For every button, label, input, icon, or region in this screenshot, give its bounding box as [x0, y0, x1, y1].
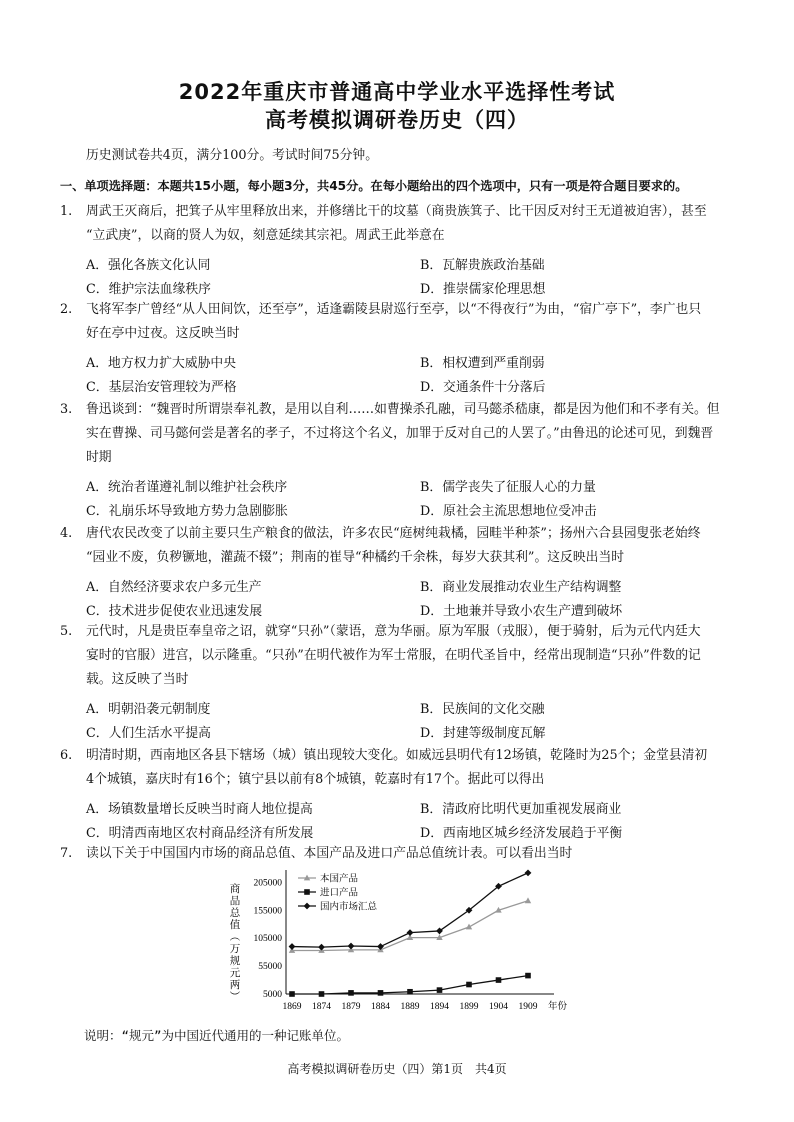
question-number: 4. [60, 526, 73, 541]
option-a: A．明朝沿袭元朝制度 [86, 702, 211, 717]
option-c: C．人们生活水平提高 [86, 726, 211, 741]
section-heading: 一、单项选择题：本题共15小题，每小题3分，共45分。在每小题给出的四个选项中，只有一项是符合题目要求的。 [60, 179, 688, 193]
x-tick-label: 1909 [518, 1002, 538, 1012]
x-tick-label: 1869 [282, 1002, 302, 1012]
data-point [348, 943, 355, 950]
exam-title: 2022年重庆市普通高中学业水平选择性考试 [178, 80, 616, 104]
option-c: C．维护宗法血缘秩序 [86, 282, 211, 297]
y-axis-label-char: ） [228, 990, 240, 1002]
market-value-line-chart [222, 866, 582, 1022]
option-b: B．清政府比明代更加重视发展商业 [420, 802, 622, 817]
question-text-line: 读以下关于中国国内市场的商品总值、本国产品及进口产品总值统计表。可以看出当时 [86, 846, 573, 861]
question-number: 5. [60, 624, 73, 639]
option-a: A．强化各族文化认同 [86, 258, 211, 273]
option-c: C．技术进步促使农业迅速发展 [86, 604, 263, 619]
question-text-line: 4个城镇，嘉庆时有16个；镇宁县以前有8个城镇，乾嘉时有17个。据此可以得出 [86, 772, 545, 787]
legend-label: 国内市场汇总 [320, 901, 378, 913]
data-point [525, 897, 531, 903]
x-tick-label: 1894 [430, 1002, 449, 1012]
question-text-line: 飞将军李广曾经“从人田间饮，还至亭”，适逢霸陵县尉巡行至亭，以“不得夜行”为由，“宿广亭下”，李广也只 [86, 302, 702, 317]
y-axis-label-char: 元 [229, 967, 241, 979]
y-axis-label-char: （ [228, 930, 240, 942]
y-axis-label-char: 两 [229, 979, 241, 991]
legend-label: 本国产品 [320, 873, 359, 885]
x-axis-label: 年份 [548, 1001, 568, 1012]
question-number: 3. [60, 402, 73, 417]
option-d: D．交通条件十分落后 [420, 380, 546, 395]
question-text-line: 宴时的官服）进宫，以示隆重。“只孙”在明代被作为军士常服，在明代圣旨中，经常出现制造“只孙”件数的记 [86, 648, 701, 663]
y-tick-label: 5000 [263, 990, 282, 1000]
data-point [437, 987, 443, 993]
question-text-line: 周武王灭商后，把箕子从牢里释放出来，并修缮比干的坟墓（商贵族箕子、比干因反对纣王无道被迫害），甚至 [86, 204, 707, 219]
data-point [466, 924, 472, 930]
option-c: C．明清西南地区农村商品经济有所发展 [86, 826, 314, 841]
x-tick-label: 1904 [489, 1002, 508, 1012]
data-point [496, 977, 502, 983]
y-tick-label: 205000 [253, 878, 282, 889]
question-text-line: 时期 [86, 450, 112, 465]
legend-marker [304, 903, 311, 910]
x-tick-label: 1879 [341, 1002, 361, 1012]
question-text-line: 实在曹操、司马懿何尝是著名的孝子，不过将这个名义，加罪于反对自己的人罢了。”由鲁迅的论述可见，到魏晋 [86, 426, 714, 441]
data-point [525, 869, 532, 876]
option-a: A．统治者谨遵礼制以维护社会秩序 [86, 480, 288, 495]
data-point [289, 991, 295, 997]
question-text-line: 载。这反映了当时 [86, 672, 189, 687]
option-b: B．民族间的文化交融 [420, 702, 545, 717]
question-number: 7. [60, 846, 73, 861]
data-point [289, 943, 296, 950]
option-b: B．瓦解贵族政治基础 [420, 258, 545, 273]
y-axis-label-char: 商 [229, 883, 241, 895]
y-axis-label-char: 总 [229, 907, 241, 919]
option-d: D．封建等级制度瓦解 [420, 726, 546, 741]
option-b: B．商业发展推动农业生产结构调整 [420, 580, 622, 595]
question-text-line: “园业不废，负秽镢地，灌蔬不辍”；荆南的崔导“种橘约千余株，每岁大获其利”。这反映出当时 [86, 550, 625, 565]
question-number: 1. [60, 204, 73, 219]
page-footer: 高考模拟调研卷历史（四）第1页 共4页 [287, 1062, 507, 1076]
question-text-line: 明清时期，西南地区各县下辖场（城）镇出现较大变化。如威远县明代有12场镇，乾隆时为25个；金堂县清初 [86, 748, 708, 763]
y-tick-label: 155000 [253, 906, 282, 917]
question-text-line: 元代时，凡是贵臣奉皇帝之诏，就穿“只孙”（蒙语，意为华丽。原为军服（戎服），便于骑射，后为元代内廷大 [86, 624, 701, 639]
option-b: B．儒学丧失了征服人心的力量 [420, 480, 596, 495]
data-point [407, 989, 413, 995]
data-point [348, 990, 354, 996]
x-tick-label: 1884 [371, 1002, 390, 1012]
data-point [378, 990, 384, 996]
data-point [407, 929, 414, 936]
y-axis-label-char: 万 [229, 943, 241, 955]
option-a: A．自然经济要求农户多元生产 [86, 580, 262, 595]
data-point [318, 944, 325, 951]
y-axis-label-char: 值 [229, 919, 241, 931]
question-number: 2. [60, 302, 73, 317]
option-a: A．场镇数量增长反映当时商人地位提高 [86, 802, 313, 817]
question-text-line: 好在亭中过夜。这反映当时 [86, 326, 240, 341]
exam-subtitle: 高考模拟调研卷历史（四） [265, 108, 529, 132]
option-d: D．土地兼并导致小农生产遭到破坏 [420, 604, 623, 619]
y-axis-label-char: 品 [229, 895, 241, 907]
x-tick-label: 1889 [400, 1002, 420, 1012]
option-c: C．基层治安管理较为严格 [86, 380, 237, 395]
option-c: C．礼崩乐坏导致地方势力急剧膨胀 [86, 504, 288, 519]
data-point [525, 973, 531, 979]
legend-label: 进口产品 [320, 887, 359, 899]
chart-note: 说明：“规元”为中国近代通用的一种记账单位。 [84, 1028, 350, 1043]
option-d: D．原社会主流思想地位受冲击 [420, 504, 597, 519]
question-number: 6. [60, 748, 73, 763]
option-a: A．地方权力扩大威胁中央 [86, 356, 237, 371]
y-axis-label-char: 规 [229, 955, 241, 967]
question-text-line: 唐代农民改变了以前主要只生产粮食的做法，许多农民“庭树纯栽橘，园畦半种茶”；扬州六合县园叟张老始终 [86, 526, 701, 541]
question-text-line: “立武庚”，以商的贤人为奴，刻意延续其宗祀。周武王此举意在 [86, 228, 445, 243]
option-d: D．推崇儒家伦理思想 [420, 282, 546, 297]
option-d: D．西南地区城乡经济发展趋于平衡 [420, 826, 623, 841]
x-tick-label: 1874 [312, 1002, 331, 1012]
exam-intro: 历史测试卷共4页，满分100分。考试时间75分钟。 [86, 148, 378, 163]
option-b: B．相权遭到严重削弱 [420, 356, 545, 371]
y-tick-label: 55000 [258, 962, 282, 973]
x-tick-label: 1899 [459, 1002, 479, 1012]
data-point [466, 982, 472, 988]
question-text-line: 鲁迅谈到：“魏晋时所谓崇奉礼教，是用以自利……如曹操杀孔融，司马懿杀嵇康，都是因为他们和不孝有关。但 [86, 402, 720, 417]
data-point [319, 991, 325, 997]
y-tick-label: 105000 [253, 934, 282, 945]
legend-marker [304, 889, 310, 895]
